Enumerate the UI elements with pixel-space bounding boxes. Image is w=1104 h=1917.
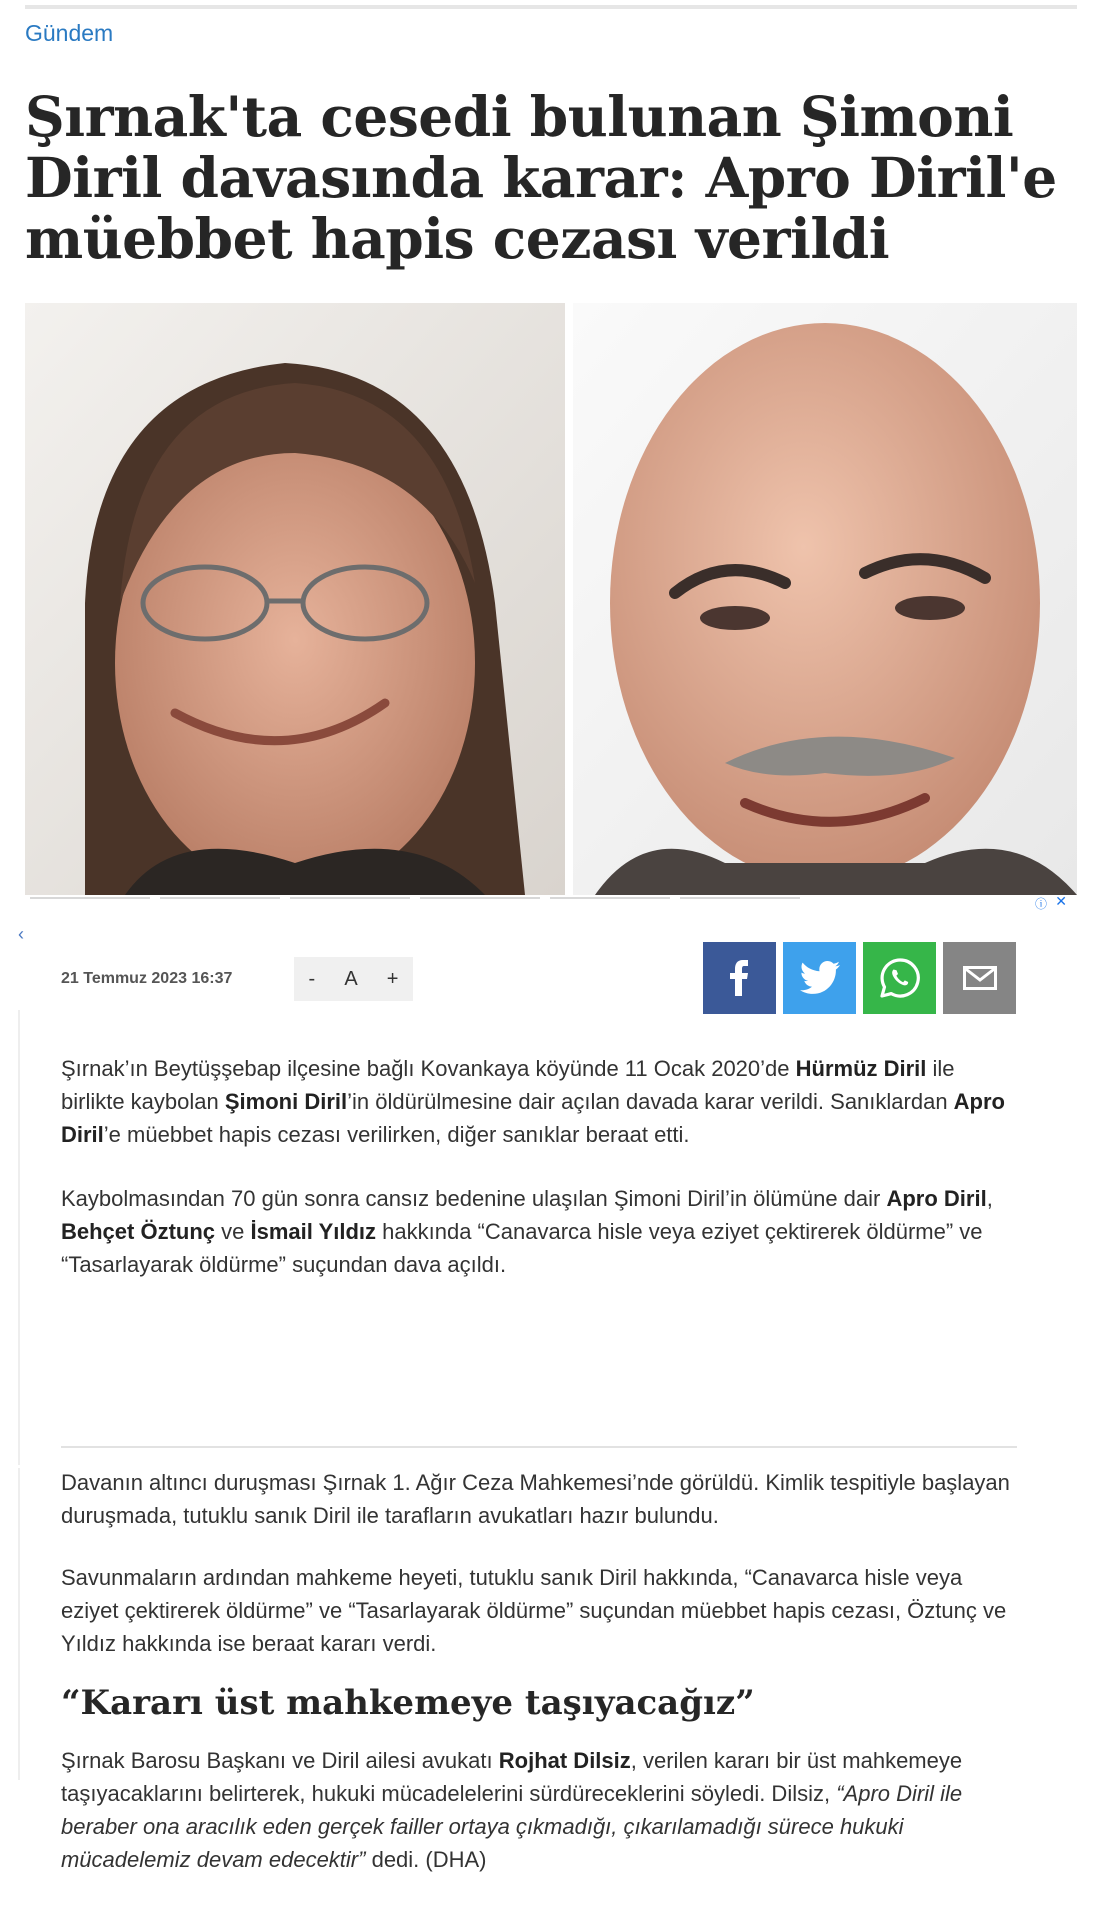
article-paragraph: Şırnak’ın Beytüşşebap ilçesine bağlı Kovankaya köyünde 11 Ocak 2020’de Hürmüz Diril ile birlikte kaybolan Şimoni Diril’in öldürülmesine dair açılan davada karar verildi. Sanıklardan Apro Diril’e müebbet hapis cezası verilirken, diğer sanıklar beraat etti.	[61, 1056, 1005, 1147]
chevron-left-icon[interactable]: ‹	[18, 924, 24, 944]
ad-thumbnail-strip	[25, 895, 1077, 909]
category-link[interactable]: Gündem	[25, 20, 114, 46]
email-share-button[interactable]	[943, 942, 1016, 1014]
ad-thumb[interactable]	[290, 897, 410, 907]
article-paragraph: Davanın altıncı duruşması Şırnak 1. Ağır Ceza Mahkemesi’nde görüldü. Kimlik tespitiyle başlayan duruşmada, tutuklu sanık Diril ile tarafların avukatları hazır bulundu.	[61, 1470, 1010, 1528]
whatsapp-share-button[interactable]	[863, 942, 936, 1014]
photo-icon	[25, 303, 1077, 895]
article-title: Şırnak'ta cesedi bulunan Şimoni Diril davasında karar: Apro Diril'e müebbet hapis cezası verildi	[25, 84, 1057, 271]
font-increase-button[interactable]: +	[386, 967, 399, 990]
left-border	[18, 1010, 20, 1465]
facebook-share-button[interactable]	[703, 942, 776, 1014]
ad-thumb[interactable]	[420, 897, 540, 907]
whatsapp-icon	[879, 957, 921, 999]
article-paragraph: Savunmaların ardından mahkeme heyeti, tutuklu sanık Diril hakkında, “Canavarca hisle veya eziyet çektirerek öldürme” ve “Tasarlayarak öldürme” suçundan müebbet hapis cezası, Öztunç ve Yıldız hakkında ise beraat kararı verdi.	[61, 1565, 1007, 1656]
section-divider	[61, 1446, 1017, 1448]
twitter-share-button[interactable]	[783, 942, 856, 1014]
publish-date: 21 Temmuz 2023 16:37	[61, 970, 233, 987]
email-icon	[963, 966, 997, 990]
left-border	[18, 1468, 20, 1780]
close-icon[interactable]: ✕	[1055, 893, 1067, 909]
article-paragraph: Şırnak Barosu Başkanı ve Diril ailesi avukatı Rojhat Dilsiz, verilen kararı bir üst mahkemeye taşıyacaklarını belirterek, hukuki mücadelelerini sürdüreceklerini söyledi. Dilsiz, “Apro Diril ile beraber ona aracılık eden gerçek failler ortaya çıkmadığı, çıkarılamadığı sürece hukuki mücadelemiz devam edecektir” dedi. (DHA)	[61, 1748, 963, 1872]
ad-thumb[interactable]	[160, 897, 280, 907]
facebook-icon	[725, 960, 755, 996]
ad-thumb[interactable]	[680, 897, 800, 907]
font-size-controls	[294, 957, 413, 1001]
article-paragraph: Kaybolmasından 70 gün sonra cansız bedenine ulaşılan Şimoni Diril’in ölümüne dair Apro Diril, Behçet Öztunç ve İsmail Yıldız hakkında “Canavarca hisle veya eziyet çektirerek öldürme” ve “Tasarlayarak öldürme” suçundan dava açıldı.	[61, 1186, 993, 1277]
font-label[interactable]: A	[344, 967, 358, 990]
hero-image	[25, 303, 1077, 895]
article-subheading: “Kararı üst mahkemeye taşıyacağız”	[61, 1683, 755, 1723]
ad-thumb[interactable]	[30, 897, 150, 907]
twitter-icon	[800, 961, 840, 995]
font-decrease-button[interactable]: -	[308, 967, 316, 990]
ad-thumb[interactable]	[550, 897, 670, 907]
top-divider	[25, 5, 1077, 9]
info-icon[interactable]: ⓘ	[1034, 897, 1047, 911]
